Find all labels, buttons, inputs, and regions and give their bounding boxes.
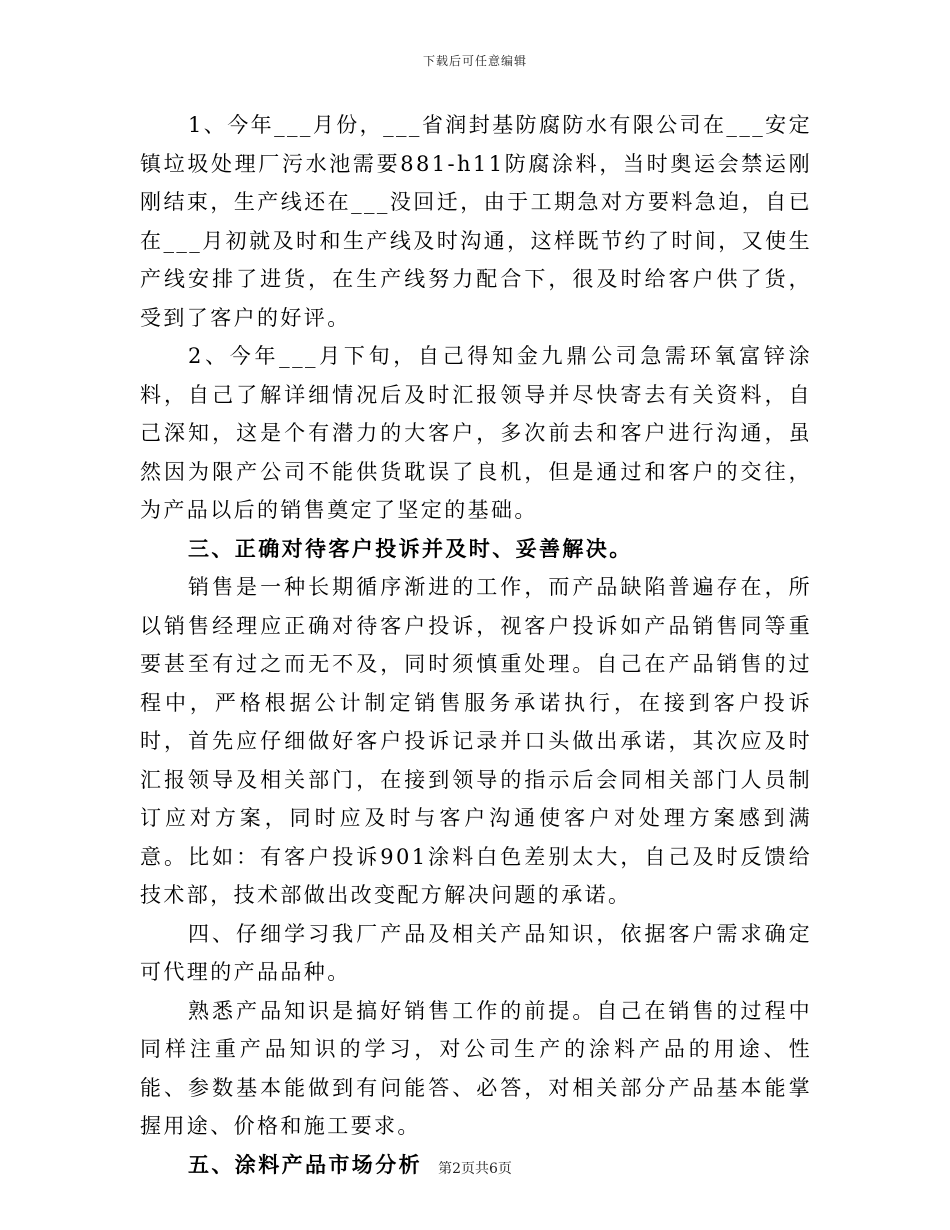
- paragraph-4: 四、仔细学习我厂产品及相关产品知识，依据客户需求确定可代理的产品品种。: [140, 921, 812, 984]
- paragraph-2: 2、今年___月下旬，自己得知金九鼎公司急需环氧富锌涂料，自己了解详细情况后及时汇报领导并尽快寄去有关资料，自己深知，这是个有潜力的大客户，多次前去和客户进行沟通，虽然因为限产公司不能供货耽误了良机，但是通过和客户的交往，为产品以后的销售奠定了坚定的基础。: [140, 344, 812, 522]
- section-heading-3: 三、正确对待客户投诉并及时、妥善解决。: [188, 536, 633, 561]
- paragraph-5: 熟悉产品知识是搞好销售工作的前提。自己在销售的过程中同样注重产品知识的学习，对公司生产的涂料产品的用途、性能、参数基本能做到有问能答、必答，对相关部分产品基本能掌握用途、价格和施工要求。: [140, 998, 812, 1138]
- paragraph-3: 销售是一种长期循序渐进的工作，而产品缺陷普遍存在，所以销售经理应正确对待客户投诉，视客户投诉如产品销售同等重要甚至有过之而无不及，同时须慎重处理。自己在产品销售的过程中，严格根据公计制定销售服务承诺执行，在接到客户投诉时，首先应仔细做好客户投诉记录并口头做出承诺，其次应及时汇报领导及相关部门，在接到领导的指示后会同相关部门人员制订应对方案，同时应及时与客户沟通使客户对处理方案感到满意。比如：有客户投诉901涂料白色差别太大，自己及时反馈给技术部，技术部做出改变配方解决问题的承诺。: [140, 575, 812, 907]
- page-number: 第2页共6页: [438, 1161, 512, 1177]
- page-header: 下载后可任意编辑: [422, 54, 527, 68]
- paragraph-1: 1、今年___月份，___省润封基防腐防水有限公司在___安定镇垃圾处理厂污水池需要881-h11防腐涂料，当时奥运会禁运刚刚结束，生产线还在___没回迁，由于工期急对方要料急迫，自已在___月初就及时和生产线及时沟通，这样既节约了时间，又使生产线安排了进货，在生产线努力配合下，很及时给客户供了货，受到了客户的好评。: [140, 113, 812, 330]
- document-body: [140, 106, 812, 1184]
- section-heading-5: 五、涂料产品市场分析: [188, 1152, 422, 1177]
